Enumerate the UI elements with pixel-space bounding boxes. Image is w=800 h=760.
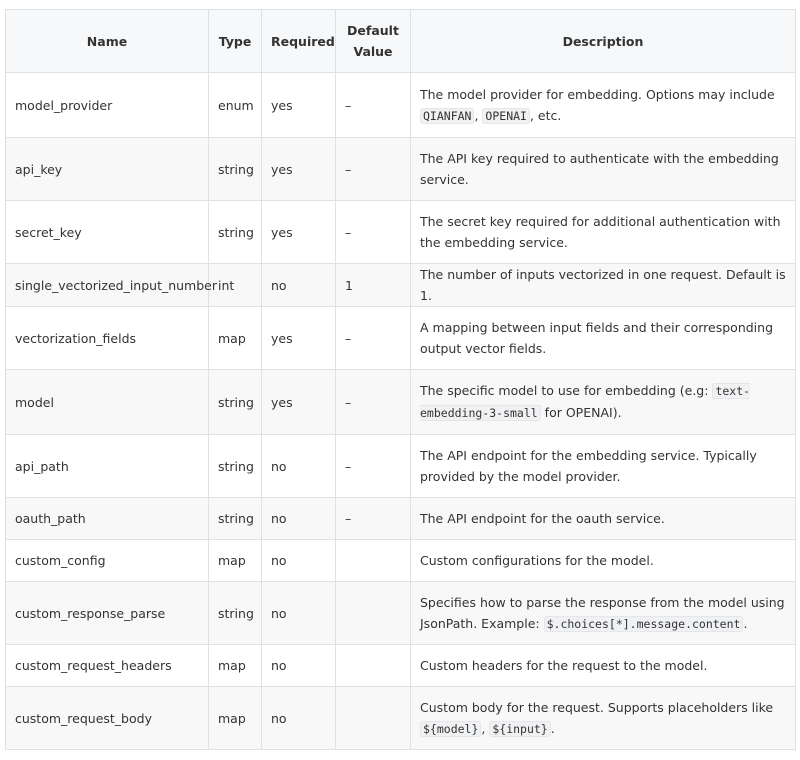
- cell-default: 1: [336, 264, 411, 307]
- cell-default: –: [336, 201, 411, 264]
- description-text: Custom body for the request. Supports placeholders like: [420, 699, 774, 715]
- description-text: A mapping between input fields and their corresponding output vector fields.: [420, 320, 774, 356]
- description-text: ,: [474, 107, 483, 123]
- cell-description: [411, 540, 796, 582]
- inline-code: ${input}: [489, 721, 550, 737]
- description-text: The API endpoint for the embedding service. Typically provided by the model provider.: [420, 448, 757, 484]
- cell-required: no: [262, 687, 336, 750]
- description-text: The specific model to use for embedding (e.g:: [420, 383, 713, 398]
- inline-code: OPENAI: [482, 108, 530, 124]
- description-text: The API key required to authenticate with the embedding service.: [420, 151, 779, 187]
- cell-default: [336, 540, 411, 582]
- cell-default: –: [336, 138, 411, 201]
- table-row: [6, 138, 796, 201]
- table-row: [6, 582, 796, 645]
- cell-type: enum: [209, 73, 262, 138]
- cell-required: yes: [262, 138, 336, 201]
- table-row: [6, 498, 796, 540]
- cell-description: [411, 201, 796, 264]
- cell-name: custom_request_headers: [6, 645, 209, 687]
- cell-description: [411, 264, 796, 307]
- table-row: [6, 201, 796, 264]
- table-row: [6, 435, 796, 498]
- cell-default: [336, 645, 411, 687]
- header-name: Name: [6, 10, 209, 73]
- cell-description: [411, 370, 796, 435]
- table-row: [6, 73, 796, 138]
- cell-name: custom_response_parse: [6, 582, 209, 645]
- cell-name: secret_key: [6, 201, 209, 264]
- cell-name: model: [6, 370, 209, 435]
- description-text: ,: [481, 720, 490, 736]
- cell-type: string: [209, 435, 262, 498]
- description-text: The number of inputs vectorized in one request. Default is 1.: [420, 267, 786, 303]
- table-body: [6, 73, 796, 750]
- cell-name: api_path: [6, 435, 209, 498]
- header-default-line1: Default: [347, 23, 399, 38]
- cell-description: [411, 138, 796, 201]
- parameters-table: [5, 9, 796, 750]
- cell-name: oauth_path: [6, 498, 209, 540]
- cell-default: –: [336, 370, 411, 435]
- cell-type: map: [209, 540, 262, 582]
- cell-required: no: [262, 498, 336, 540]
- cell-default: –: [336, 73, 411, 138]
- cell-name: api_key: [6, 138, 209, 201]
- cell-description: [411, 73, 796, 138]
- description-text: The API endpoint for the oauth service.: [420, 511, 665, 526]
- description-text: .: [550, 720, 555, 736]
- cell-name: single_vectorized_input_number: [6, 264, 209, 307]
- cell-type: string: [209, 138, 262, 201]
- description-text: .: [743, 615, 748, 631]
- inline-code: QIANFAN: [420, 108, 474, 124]
- header-default-value: [336, 10, 411, 73]
- description-text: for OPENAI).: [540, 405, 622, 420]
- cell-name: vectorization_fields: [6, 307, 209, 370]
- cell-description: [411, 582, 796, 645]
- cell-type: int: [209, 264, 262, 307]
- header-type: Type: [209, 10, 262, 73]
- table-row: [6, 540, 796, 582]
- cell-name: custom_config: [6, 540, 209, 582]
- cell-description: [411, 307, 796, 370]
- inline-code: $.choices[*].message.content: [544, 616, 744, 632]
- cell-type: string: [209, 370, 262, 435]
- cell-type: map: [209, 687, 262, 750]
- inline-code: ${model}: [420, 721, 481, 737]
- cell-type: string: [209, 498, 262, 540]
- cell-required: no: [262, 645, 336, 687]
- cell-required: yes: [262, 307, 336, 370]
- cell-default: [336, 582, 411, 645]
- description-text: Custom configurations for the model.: [420, 553, 654, 568]
- header-description: Description: [411, 10, 796, 73]
- cell-type: string: [209, 201, 262, 264]
- cell-required: yes: [262, 370, 336, 435]
- cell-required: yes: [262, 201, 336, 264]
- inline-code: text-embedding-3-small: [420, 384, 751, 420]
- cell-default: [336, 687, 411, 750]
- cell-required: no: [262, 540, 336, 582]
- cell-description: [411, 435, 796, 498]
- cell-type: string: [209, 582, 262, 645]
- cell-type: map: [209, 645, 262, 687]
- cell-description: [411, 687, 796, 750]
- cell-required: no: [262, 264, 336, 307]
- table-row: [6, 645, 796, 687]
- cell-name: custom_request_body: [6, 687, 209, 750]
- table-row: [6, 307, 796, 370]
- table-header-row: [6, 10, 796, 73]
- table-row: [6, 370, 796, 435]
- cell-name: model_provider: [6, 73, 209, 138]
- description-text: Specifies how to parse the response from the model using JsonPath. Example:: [420, 594, 785, 631]
- description-text: Custom headers for the request to the model.: [420, 658, 708, 673]
- cell-required: no: [262, 435, 336, 498]
- header-required: Required: [262, 10, 336, 73]
- description-text: The secret key required for additional authentication with the embedding service.: [420, 214, 781, 250]
- description-text: , etc.: [529, 107, 562, 123]
- cell-required: no: [262, 582, 336, 645]
- cell-required: yes: [262, 73, 336, 138]
- header-default-line2: Value: [353, 44, 393, 59]
- cell-description: [411, 645, 796, 687]
- cell-type: map: [209, 307, 262, 370]
- cell-default: –: [336, 435, 411, 498]
- cell-description: [411, 498, 796, 540]
- cell-default: –: [336, 307, 411, 370]
- cell-default: –: [336, 498, 411, 540]
- table-row: [6, 264, 796, 307]
- description-text: The model provider for embedding. Options may include: [420, 86, 775, 102]
- table-row: [6, 687, 796, 750]
